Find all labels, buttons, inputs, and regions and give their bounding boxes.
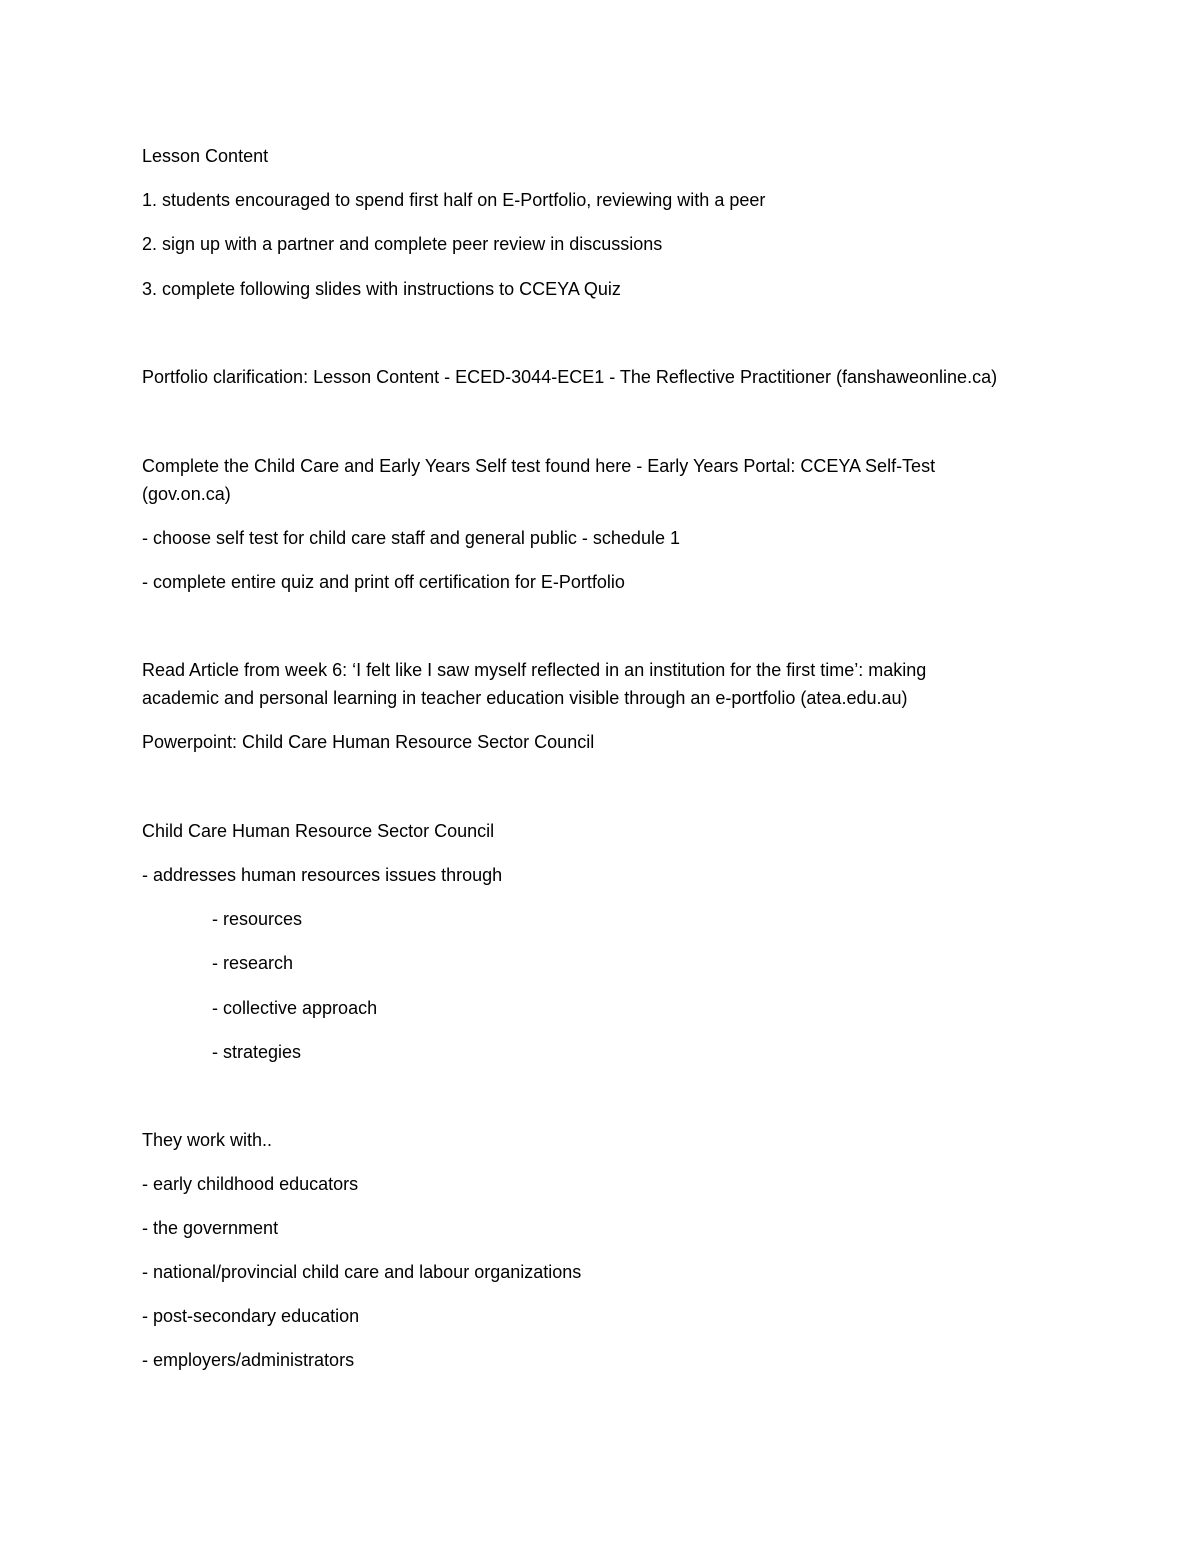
work-with-item: - national/provincial child care and labour organizations <box>142 1262 582 1282</box>
lesson-item-1: 1. students encouraged to spend first half on E-Portfolio, reviewing with a peer <box>142 190 766 210</box>
council-sub-item: - resources <box>212 909 303 929</box>
council-sub-item: - collective approach <box>212 998 378 1018</box>
lesson-item-3: 3. complete following slides with instructions to CCEYA Quiz <box>142 279 621 299</box>
work-with-item: - employers/administrators <box>142 1350 355 1370</box>
lesson-content-heading: Lesson Content <box>142 146 269 166</box>
self-test-instruction-cont: (gov.on.ca) <box>142 484 231 504</box>
powerpoint-line: Powerpoint: Child Care Human Resource Sector Council <box>142 732 595 752</box>
read-article-line-2: academic and personal learning in teacher education visible through an e-portfolio (atea.edu.au) <box>142 688 908 708</box>
council-heading: Child Care Human Resource Sector Council <box>142 821 495 841</box>
self-test-step-1: - choose self test for child care staff and general public - schedule 1 <box>142 528 680 548</box>
council-sub-item: - strategies <box>212 1042 302 1062</box>
portfolio-clarification: Portfolio clarification: Lesson Content - ECED-3044-ECE1 - The Reflective Practitioner (fanshaweonline.ca) <box>142 367 998 387</box>
read-article-line-1: Read Article from week 6: ‘I felt like I saw myself reflected in an institution for the first time’: making <box>142 660 927 680</box>
lesson-item-2: 2. sign up with a partner and complete peer review in discussions <box>142 234 663 254</box>
work-with-item: - post-secondary education <box>142 1306 360 1326</box>
work-with-item: - early childhood educators <box>142 1174 359 1194</box>
council-sub-item: - research <box>212 953 294 973</box>
self-test-step-2: - complete entire quiz and print off certification for E-Portfolio <box>142 572 625 592</box>
work-with-item: - the government <box>142 1218 279 1238</box>
work-with-heading: They work with.. <box>142 1130 273 1150</box>
self-test-instruction: Complete the Child Care and Early Years Self test found here - Early Years Portal: CCEYA Self-Test <box>142 456 936 476</box>
council-addresses: - addresses human resources issues through <box>142 865 503 885</box>
